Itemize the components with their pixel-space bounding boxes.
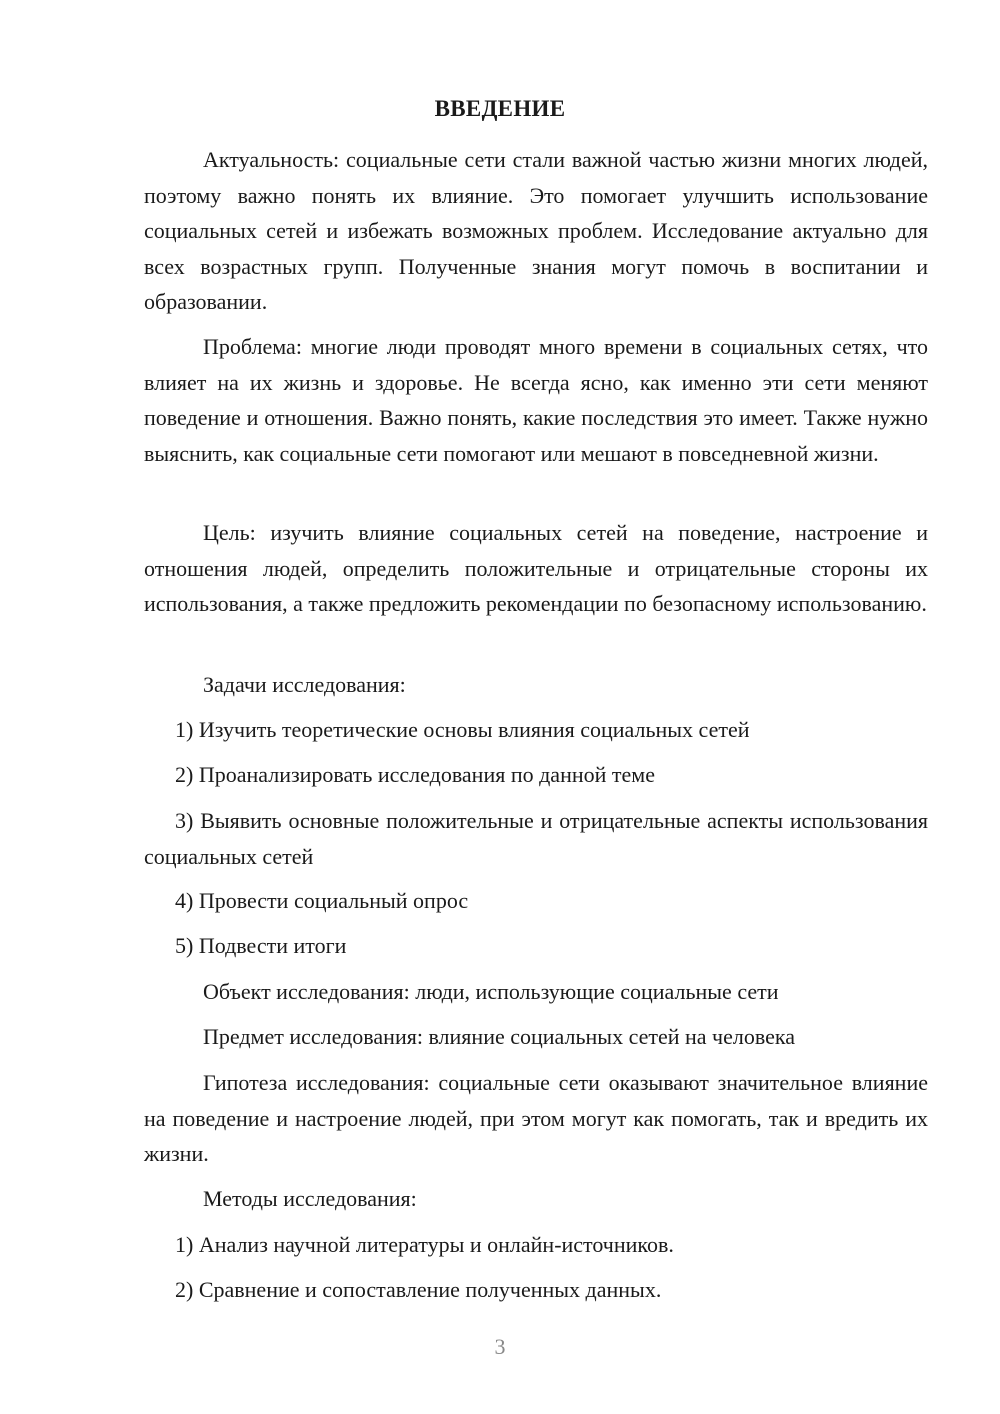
paragraph-goal: Цель: изучить влияние социальных сетей на поведение, настроение и отношения людей, определить положительные и отрицательные стороны их использования, а также предложить рекомендации по безопасному использованию. <box>144 520 928 616</box>
list-item-task-3: 3) Выявить основные положительные и отрицательные аспекты использования социальных сетей <box>144 808 928 869</box>
section-title: ВВЕДЕНИЕ <box>434 96 566 121</box>
list-item-method-2: 2) Сравнение и сопоставление полученных данных. <box>175 1277 662 1302</box>
paragraph-tasks-heading: Задачи исследования: <box>203 672 406 697</box>
paragraph-methods-heading: Методы исследования: <box>203 1186 417 1211</box>
list-item-method-1: 1) Анализ научной литературы и онлайн-источников. <box>175 1232 674 1257</box>
paragraph-object: Объект исследования: люди, использующие социальные сети <box>203 979 779 1004</box>
list-item-task-2: 2) Проанализировать исследования по данной теме <box>175 762 655 787</box>
list-item-task-5: 5) Подвести итоги <box>175 933 347 958</box>
paragraph-subject: Предмет исследования: влияние социальных сетей на человека <box>203 1024 796 1049</box>
page-number: 3 <box>494 1334 506 1359</box>
list-item-task-4: 4) Провести социальный опрос <box>175 888 469 913</box>
paragraph-problem: Проблема: многие люди проводят много времени в социальных сетях, что влияет на их жизнь и здоровье. Не всегда ясно, как именно эти сети меняют поведение и отношения. Важно понять, какие последствия это имеет. Также нужно выяснить, как социальные сети помогают или мешают в повседневной жизни. <box>144 334 928 466</box>
paragraph-relevance: Актуальность: социальные сети стали важной частью жизни многих людей, поэтому важно понять их влияние. Это помогает улучшить использование социальных сетей и избежать возможных проблем. Исследование актуально для всех возрастных групп. Полученные знания могут помочь в воспитании и образовании. <box>144 147 928 314</box>
list-item-task-1: 1) Изучить теоретические основы влияния социальных сетей <box>175 717 750 742</box>
paragraph-hypothesis: Гипотеза исследования: социальные сети оказывают значительное влияние на поведение и настроение людей, при этом могут как помогать, так и вредить их жизни. <box>144 1070 928 1166</box>
